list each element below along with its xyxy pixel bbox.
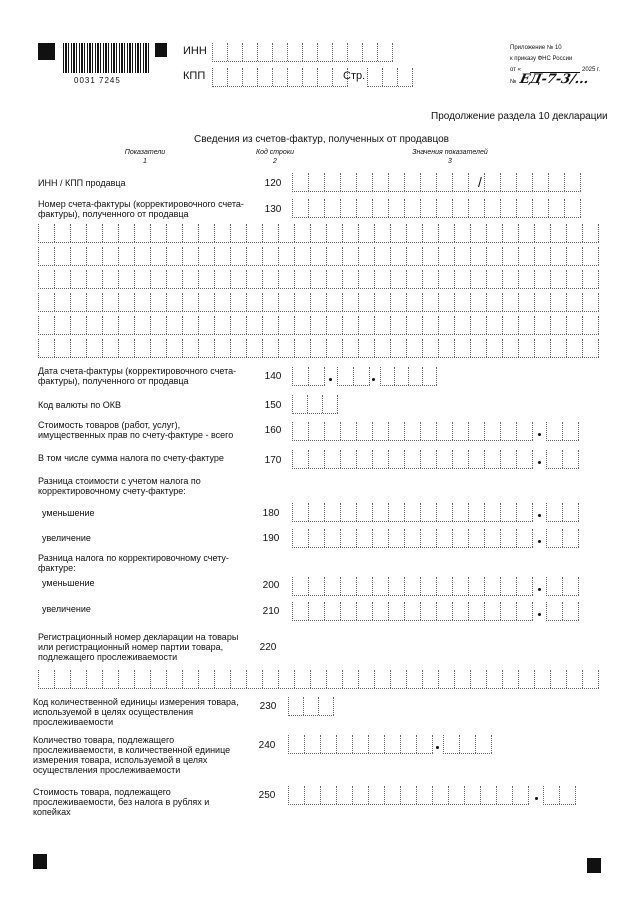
row-190-label: увеличение bbox=[42, 533, 91, 543]
section-title: Сведения из счетов-фактур, полученных от продавцов bbox=[194, 134, 449, 145]
barcode bbox=[63, 43, 151, 73]
inn-field[interactable] bbox=[212, 43, 393, 62]
appendix-line3: от « bbox=[510, 67, 521, 73]
row-220-code: 220 bbox=[259, 642, 277, 653]
invoice-number-field-line6[interactable] bbox=[38, 316, 599, 335]
col1-number: 1 bbox=[143, 158, 147, 165]
traceable-cost-field[interactable] bbox=[288, 786, 529, 805]
row-130-label: Номер счета-фактуры (корректировочного счета-фактуры), полученного от продавца bbox=[38, 199, 244, 219]
row-230-label: Код количественной единицы измерения товара, используемой в целях осуществления прослеживаемости bbox=[33, 697, 239, 727]
total-cost-field[interactable] bbox=[292, 422, 533, 441]
invoice-number-field-line7[interactable] bbox=[38, 339, 599, 358]
inn-kpp-slash: / bbox=[478, 174, 482, 190]
row-180-code: 180 bbox=[262, 508, 280, 519]
invoice-date-day[interactable] bbox=[292, 367, 325, 386]
row-170-code: 170 bbox=[264, 455, 282, 466]
tax-amount-field[interactable] bbox=[292, 450, 533, 469]
row-130-code: 130 bbox=[264, 204, 282, 215]
tax-increase-kopecks[interactable] bbox=[546, 602, 579, 621]
corner-marker-top-left bbox=[38, 43, 55, 60]
row-210-label: увеличение bbox=[42, 604, 91, 614]
decimal-dot-180 bbox=[538, 514, 541, 517]
row-200-code: 200 bbox=[262, 580, 280, 591]
cost-difference-header: Разница стоимости с учетом налога по корректировочному счету-фактуре: bbox=[38, 476, 201, 496]
appendix-year: 2025 г. bbox=[582, 67, 601, 73]
row-120-label: ИНН / КПП продавца bbox=[38, 178, 126, 188]
tax-decrease-field[interactable] bbox=[292, 577, 533, 596]
quantity-field[interactable] bbox=[288, 735, 433, 754]
decimal-dot-170 bbox=[538, 461, 541, 464]
invoice-number-field-line5[interactable] bbox=[38, 293, 599, 312]
tax-decrease-kopecks[interactable] bbox=[546, 577, 579, 596]
row-250-code: 250 bbox=[258, 790, 276, 801]
page-label: Стр. bbox=[343, 70, 366, 82]
row-230-code: 230 bbox=[259, 701, 277, 712]
tax-increase-field[interactable] bbox=[292, 602, 533, 621]
row-250-label: Стоимость товара, подлежащего прослеживаемости, без налога в рублях и копейках bbox=[33, 787, 210, 817]
registration-number-field[interactable] bbox=[38, 670, 599, 689]
decimal-dot-210 bbox=[538, 613, 541, 616]
appendix-no: № bbox=[510, 79, 517, 85]
traceable-cost-kopecks[interactable] bbox=[543, 786, 576, 805]
appendix-line2: к приказу ФНС России bbox=[510, 56, 573, 62]
row-240-code: 240 bbox=[258, 740, 276, 751]
cost-decrease-field[interactable] bbox=[292, 503, 533, 522]
tax-amount-kopecks[interactable] bbox=[546, 450, 579, 469]
quantity-fraction[interactable] bbox=[443, 735, 492, 754]
col1-header: Показатели bbox=[124, 149, 166, 156]
total-cost-kopecks[interactable] bbox=[546, 422, 579, 441]
invoice-number-field-line1[interactable] bbox=[292, 199, 581, 218]
page-field[interactable] bbox=[367, 68, 413, 87]
col3-header: Значения показателей bbox=[412, 149, 488, 156]
row-220-label: Регистрационный номер декларации на товары или регистрационный номер партии товара, подлежащего прослеживаемости bbox=[38, 632, 239, 662]
row-240-label: Количество товара, подлежащего прослеживаемости, в количественной единице измерения товара, используемой в целях осуществления прослеживаемости bbox=[33, 735, 231, 775]
invoice-number-field-line2[interactable] bbox=[38, 224, 599, 243]
cost-increase-kopecks[interactable] bbox=[546, 529, 579, 548]
invoice-date-month[interactable] bbox=[337, 367, 370, 386]
invoice-number-field-line4[interactable] bbox=[38, 270, 599, 289]
col3-number: 3 bbox=[448, 158, 452, 165]
barcode-number: 0031 7245 bbox=[74, 76, 121, 85]
col2-number: 2 bbox=[273, 158, 277, 165]
decimal-dot-190 bbox=[538, 540, 541, 543]
row-210-code: 210 bbox=[262, 606, 280, 617]
corner-marker-top-right bbox=[155, 43, 167, 57]
row-200-label: уменьшение bbox=[42, 578, 95, 588]
row-150-code: 150 bbox=[264, 400, 282, 411]
decimal-dot-160 bbox=[538, 433, 541, 436]
seller-inn-kpp-field[interactable] bbox=[292, 173, 581, 192]
invoice-number-field-line3[interactable] bbox=[38, 247, 599, 266]
row-160-label: Стоимость товаров (работ, услуг), имущественных прав по счету-фактуре - всего bbox=[38, 420, 234, 440]
decimal-dot-200 bbox=[538, 588, 541, 591]
row-160-code: 160 bbox=[264, 425, 282, 436]
corner-marker-bottom-right bbox=[587, 858, 601, 873]
kpp-field[interactable] bbox=[212, 68, 348, 87]
section-continuation: Продолжение раздела 10 декларации bbox=[431, 111, 608, 122]
currency-code-field[interactable] bbox=[292, 395, 338, 414]
row-140-label: Дата счета-фактуры (корректировочного счета-фактуры), полученного от продавца bbox=[38, 366, 237, 386]
invoice-date-year[interactable] bbox=[380, 367, 437, 386]
col2-header: Код строки bbox=[255, 149, 295, 156]
cost-decrease-kopecks[interactable] bbox=[546, 503, 579, 522]
handwritten-signature: ЕД-7-3/... bbox=[518, 72, 591, 87]
row-140-code: 140 bbox=[264, 371, 282, 382]
unit-code-field[interactable] bbox=[288, 697, 334, 716]
row-170-label: В том числе сумма налога по счету-фактуре bbox=[38, 453, 224, 463]
inn-label: ИНН bbox=[183, 45, 207, 57]
kpp-label: КПП bbox=[183, 70, 206, 82]
row-150-label: Код валюты по ОКВ bbox=[38, 400, 122, 410]
row-180-label: уменьшение bbox=[42, 508, 95, 518]
tax-difference-header: Разница налога по корректировочному счету-фактуре: bbox=[38, 553, 229, 573]
cost-increase-field[interactable] bbox=[292, 529, 533, 548]
row-190-code: 190 bbox=[262, 533, 280, 544]
decimal-dot-250 bbox=[535, 797, 538, 800]
corner-marker-bottom-left bbox=[33, 854, 47, 869]
date-separator-dot-1 bbox=[329, 378, 332, 381]
appendix-date-scribble bbox=[530, 62, 580, 73]
date-separator-dot-2 bbox=[372, 378, 375, 381]
decimal-dot-240 bbox=[436, 746, 439, 749]
row-120-code: 120 bbox=[264, 178, 282, 189]
appendix-line1: Приложение № 10 bbox=[510, 45, 562, 51]
